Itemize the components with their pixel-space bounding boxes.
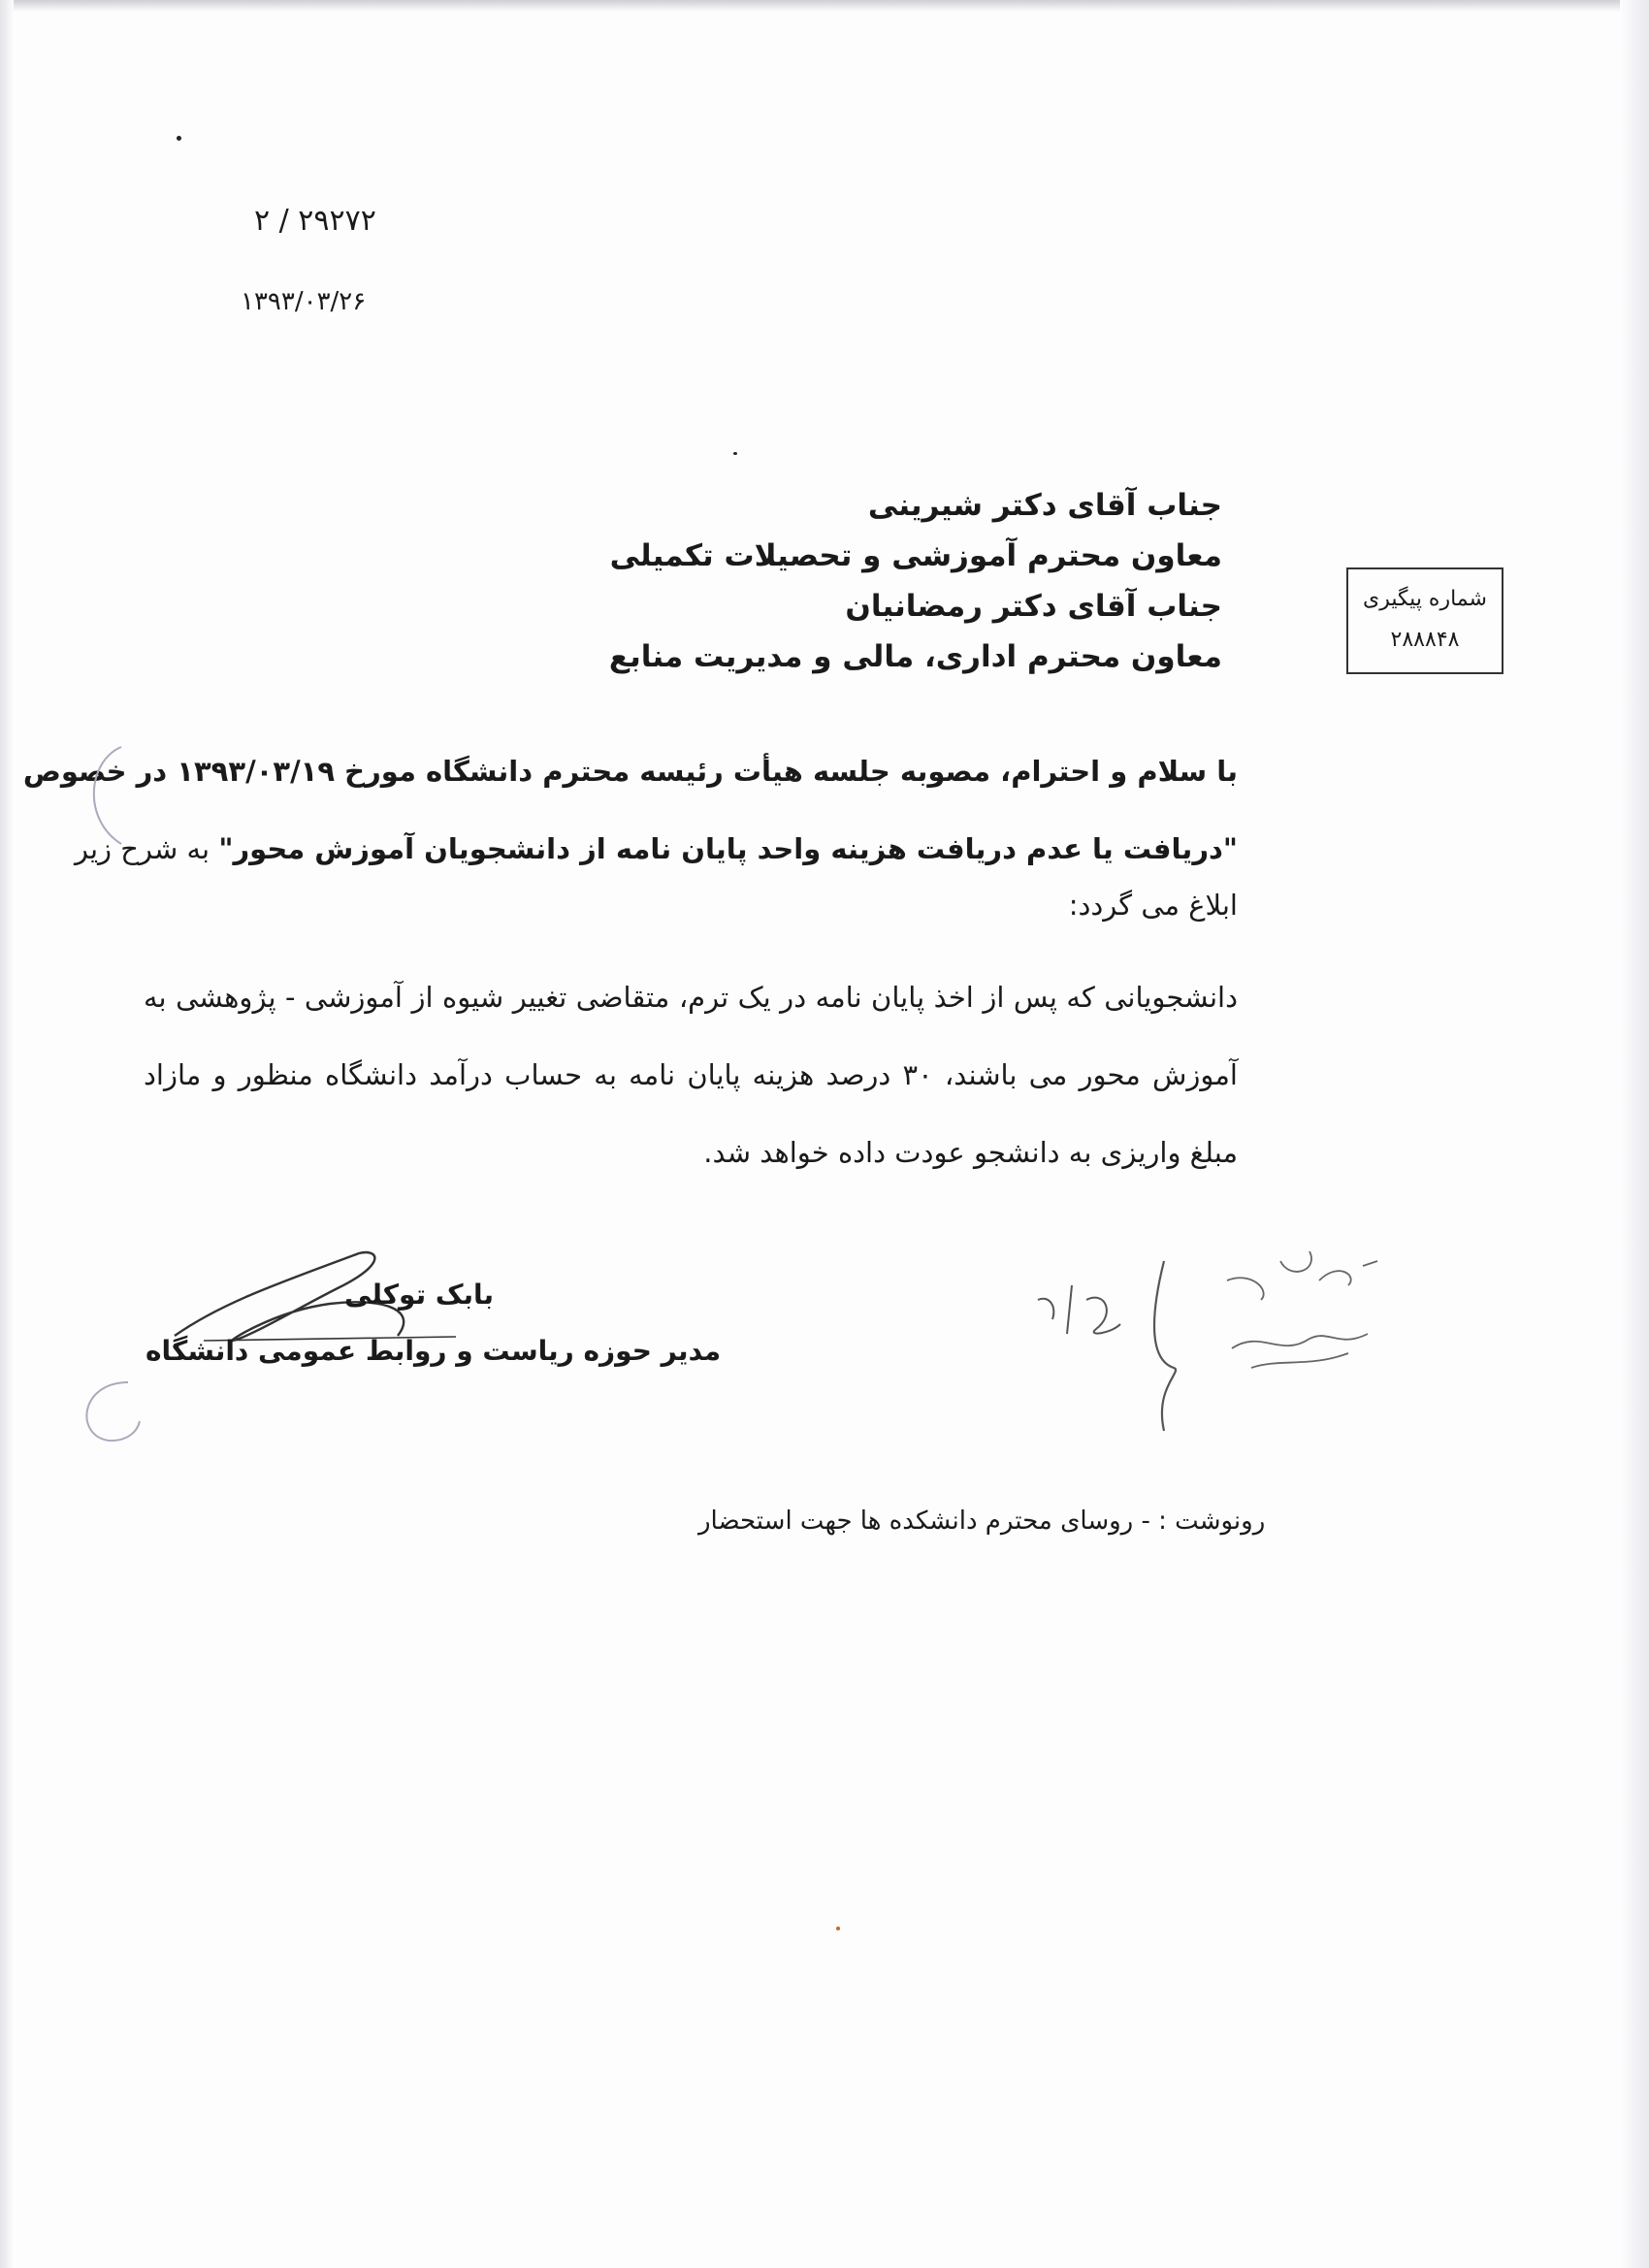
scan-speck — [733, 452, 737, 455]
addressee-line: معاون محترم اداری، مالی و مدیریت منابع — [608, 639, 1222, 674]
scan-speck — [177, 136, 181, 141]
body-line: ابلاغ می گردد: — [1068, 889, 1238, 922]
reference-number: ۲ / ۲۹۲۷۲ — [254, 204, 376, 238]
punch-hole-mark — [70, 1377, 147, 1445]
resolution-title: "دریافت یا عدم دریافت هزینه واحد پایان نامه از دانشجویان آموزش محور" — [218, 832, 1238, 865]
signatory-name: بابک توکلی — [344, 1279, 495, 1311]
carbon-copy-line: رونوشت : - روسای محترم دانشکده ها جهت استحضار — [698, 1507, 1266, 1536]
body-paragraph — [22, 732, 1238, 923]
tracking-number: ۲۸۸۸۴۸ — [1390, 628, 1460, 652]
scan-speck — [836, 1927, 840, 1930]
addressee-line: جناب آقای دکتر رمضانیان — [845, 589, 1222, 624]
tracking-number-box — [1346, 567, 1504, 674]
handwritten-note — [1028, 1242, 1397, 1436]
scan-edge — [1620, 0, 1649, 2268]
scan-edge — [0, 0, 1649, 12]
body-paragraph: دانشجویانی که پس از اخذ پایان نامه در یک ترم، متقاضی تغییر شیوه از آموزشی - پژوهشی به آموزش محور می باشند، ۳۰ درصد هزینه پایان نامه به حساب درآمد دانشگاه منظور و مازاد مبلغ واریزی به دانشجو عودت داده خواهد شد. — [144, 981, 1238, 1169]
signatory-title: مدیر حوزه ریاست و روابط عمومی دانشگاه — [146, 1335, 722, 1367]
addressee-block — [609, 480, 1222, 682]
body-line — [74, 810, 1238, 888]
body-line: با سلام و احترام، مصوبه جلسه هیأت رئیسه محترم دانشگاه مورخ ۱۳۹۳/۰۳/۱۹ در خصوص — [22, 755, 1238, 788]
tracking-label: شماره پیگیری — [1363, 587, 1487, 611]
scan-edge — [0, 0, 14, 2268]
punch-hole-mark — [68, 742, 126, 849]
reference-date: ۱۳۹۳/۰۳/۲۶ — [241, 287, 367, 316]
addressee-line: معاون محترم آموزشی و تحصیلات تکمیلی — [609, 538, 1222, 573]
addressee-line: جناب آقای دکتر شیرینی — [867, 488, 1222, 523]
body-text: به شرح زیر — [74, 832, 219, 865]
